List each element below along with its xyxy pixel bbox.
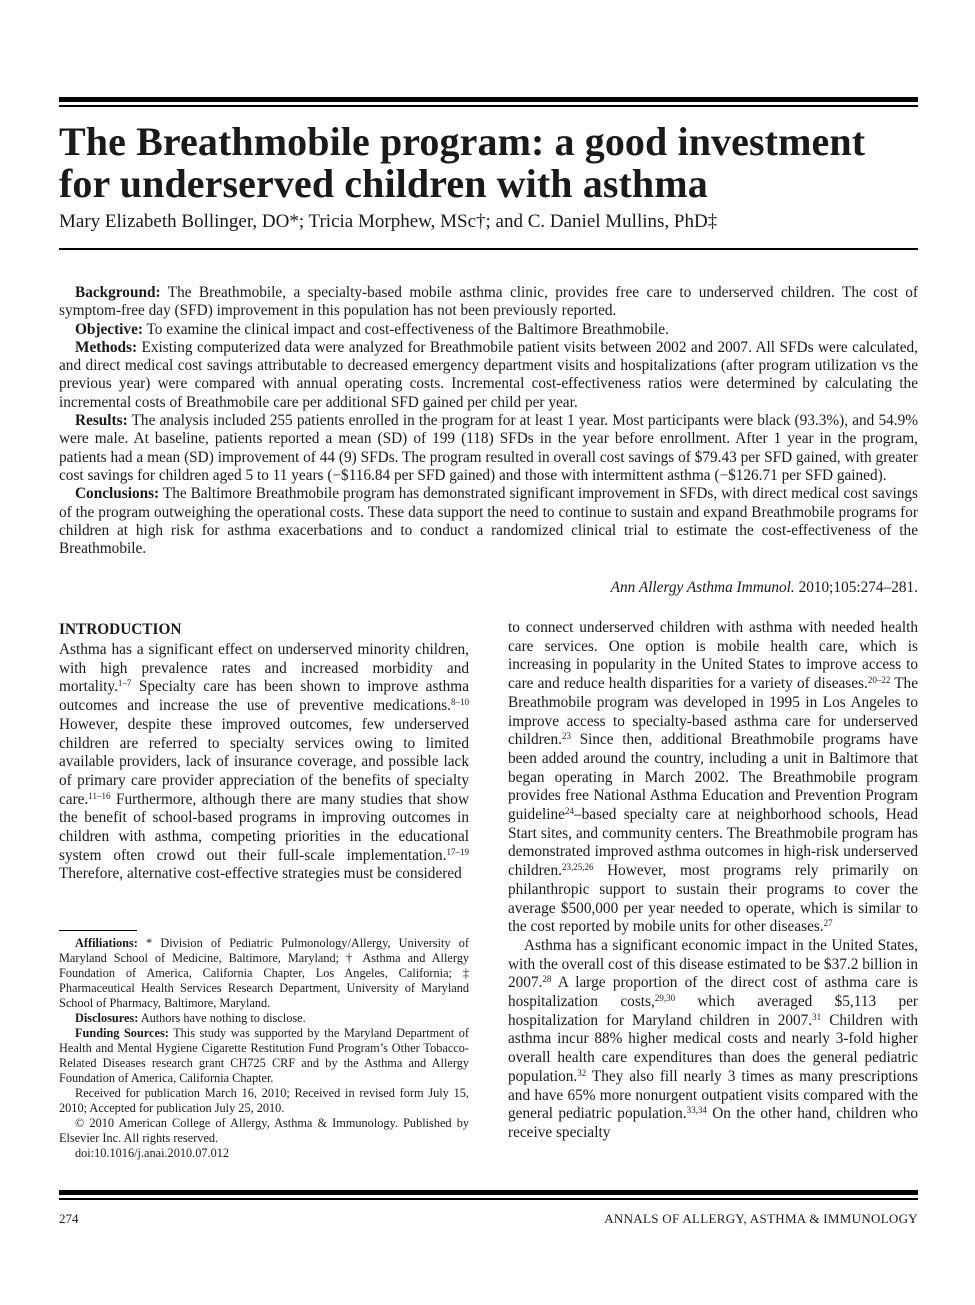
text-run: Asthma has a significant economic impact in the United States, with the overall cost of this disease estimated to be $37.2 billion in 2007. [508, 936, 918, 992]
abstract-objective [59, 321, 918, 339]
reference-superscript: 32 [577, 1067, 587, 1078]
citation-journal: Ann Allergy Asthma Immunol. [610, 579, 795, 596]
abstract-methods-text: Existing computerized data were analyzed for Breathmobile patient visits between 2002 and 2007. All SFDs were calculated, and direct medical cost savings attributable to decreased emergency department visits and hospitalizations (after program utilization vs the previous year) were compared with annual operating costs. Incremental cost-effectiveness ratios were determined by calculating the incremental costs of Breathmobile care per additional SFD gained per child per year. [59, 338, 918, 411]
abstract-methods [59, 339, 918, 412]
reference-superscript: 23,25,26 [561, 862, 594, 873]
abstract-conclusions-label: Conclusions: [75, 485, 160, 503]
footnote-affiliations-label: Affiliations: [75, 936, 138, 950]
article-title: The Breathmobile program: a good investment for underserved children with asthma [59, 119, 866, 206]
text-run: They also fill nearly 3 times as many prescriptions and have 65% more nonurgent outpatient visits compared with the general pediatric population. [508, 1067, 918, 1123]
abstract-objective-label: Objective: [75, 320, 143, 338]
text-run: On the other hand, children who receive specialty [508, 1105, 919, 1141]
abstract [59, 284, 918, 558]
title-rule [59, 248, 918, 250]
abstract-conclusions [59, 485, 918, 558]
text-run: –based specialty care at neighborhood schools, Head Start sites, and community centers. The Breathmobile program has demonstrated improved asthma outcomes in high-risk underserved children. [508, 806, 918, 880]
intro-paragraph-1-part-a [59, 641, 469, 884]
text-run: Therefore, alternative cost-effective strategies must be considered [59, 865, 462, 883]
abstract-background [59, 284, 918, 321]
reference-superscript: 17–19 [446, 846, 469, 857]
text-run: Furthermore, although there are many studies that show the benefit of school-based programs in improving outcomes in children with asthma, competing priorities in the educational system often crowd out their full-scale implementation. [59, 790, 469, 864]
reference-superscript: 28 [542, 974, 552, 985]
text-run: The Breathmobile program was developed in 1995 in Los Angeles to improve access to specialty-based asthma care for underserved children. [508, 675, 918, 749]
citation [59, 578, 918, 598]
text-run: However, most programs rely primarily on philanthropic support to sustain their programs to cover the average $500,000 per year needed to operate, which is similar to the cost reported by mobile units for other diseases. [508, 862, 918, 936]
reference-superscript: 29,30 [654, 993, 676, 1004]
footnote-affiliations [59, 936, 469, 1011]
text-run: However, despite these improved outcomes, few underserved children are referred to specialty services owing to limited available providers, lack of insurance coverage, and possible lack of primary care provider appreciation of the benefits of specialty care. [59, 715, 469, 808]
abstract-background-text: The Breathmobile, a specialty-based mobile asthma clinic, provides free care to underserved children. The cost of symptom-free day (SFD) improvement in this population has not been previously reported. [59, 284, 918, 320]
section-heading-introduction: INTRODUCTION [59, 621, 182, 638]
citation-details: 2010;105:274–281. [794, 579, 918, 596]
abstract-results-text: The analysis included 255 patients enrolled in the program for at least 1 year. Most participants were black (93.3%), and 54.9% were male. At baseline, patients reported a mean (SD) of 199 (118) SFDs in the year before enrollment. After 1 year in the program, patients had a mean (SD) improvement of 44 (9) SFDs. The program resulted in overall cost savings of $79.43 per SFD gained, with greater cost savings for children aged 5 to 11 years (−$116.84 per SFD gained) and those with intermittent asthma (−$126.71 per SFD gained). [59, 412, 918, 484]
footer-rule-thin [59, 1198, 918, 1200]
page-number: 274 [59, 1211, 79, 1226]
abstract-results [59, 412, 918, 485]
footnote-doi: doi:10.1016/j.anai.2010.07.012 [75, 1146, 230, 1160]
reference-superscript: 23 [561, 731, 571, 742]
footnote-funding-label: Funding Sources: [75, 1026, 169, 1040]
article-authors: Mary Elizabeth Bollinger, DO*; Tricia Morphew, MSc†; and C. Daniel Mullins, PhD‡ [59, 211, 718, 232]
abstract-conclusions-text: The Baltimore Breathmobile program has demonstrated significant improvement in SFDs, with direct medical cost savings of the program outweighing the operational costs. These data support the need to continue to sustain and expand Breathmobile programs for children at high risk for asthma exacerbations and to conduct a randomized clinical trial to estimate the cost-effectiveness of the Breathmobile. [59, 485, 918, 558]
footnote-disclosures-label: Disclosures: [75, 1011, 139, 1025]
abstract-results-label: Results: [75, 412, 128, 430]
reference-superscript: 8–10 [451, 697, 469, 708]
journal-name: ANNALS OF ALLERGY, ASTHMA & IMMUNOLOGY [604, 1211, 918, 1226]
reference-superscript: 31 [812, 1011, 822, 1022]
reference-superscript: 11–16 [88, 790, 111, 801]
abstract-background-label: Background: [75, 284, 161, 301]
footnote-rule [59, 930, 137, 931]
footnote-funding-text: This study was supported by the Maryland Department of Health and Mental Hygiene Cigarette Restitution Fund Program’s Other Tobacco-Related Diseases research grant CH725 CRF and by the Asthma and Allergy Foundation of America, California Chapter. [59, 1026, 469, 1085]
header-rule-thin [59, 105, 918, 107]
footnote-copyright: © 2010 American College of Allergy, Asthma & Immunology. Published by Elsevier Inc. All rights reserved. [59, 1116, 469, 1145]
reference-superscript: 33,34 [686, 1105, 707, 1116]
footnote-affiliations-text: * Division of Pediatric Pulmonology/Allergy, University of Maryland School of Medicine, Baltimore, Maryland; † Asthma and Allergy Foundation of America, California Chapter, Los Angeles, California; ‡ Pharmaceutical Health Services Research Department, University of Maryland School of Pharmacy, Baltimore, Maryland. [59, 936, 469, 1010]
column-right [508, 619, 918, 1143]
intro-paragraph-2 [508, 937, 918, 1143]
footnotes [59, 936, 469, 1161]
footnote-disclosures [59, 1011, 469, 1026]
abstract-methods-label: Methods: [75, 338, 138, 356]
text-run: Children with asthma incur 88% higher medical costs and nearly 3-fold higher overall health care expenditures than does the general pediatric population. [508, 1011, 918, 1085]
text-run: to connect underserved children with asthma with needed health care services. One option is mobile health care, which is increasing in popularity in the United States to improve access to care and reduce health disparities for a variety of diseases. [508, 619, 918, 693]
text-run: Since then, additional Breathmobile programs have been added around the country, including a unit in Baltimore that began operating in March 2002. The Breathmobile program provides free National Asthma Education and Prevention Program guideline [508, 731, 918, 824]
text-run: A large proportion of the direct cost of asthma care is hospitalization costs, [508, 974, 918, 1011]
abstract-objective-text: To examine the clinical impact and cost-effectiveness of the Baltimore Breathmobile. [146, 320, 669, 338]
footnote-funding [59, 1026, 469, 1086]
reference-superscript: 24 [564, 806, 574, 817]
column-left [59, 619, 469, 884]
reference-superscript: 20–22 [867, 675, 891, 686]
footer-rule-thick [59, 1190, 918, 1195]
header-rule-thick [59, 97, 918, 102]
intro-paragraph-1-part-b [508, 619, 918, 937]
text-run: Asthma has a significant effect on underserved minority children, with high prevalence rates and increased morbidity and mortality. [59, 641, 469, 696]
reference-superscript: 1–7 [117, 678, 132, 689]
footnote-disclosures-text: Authors have nothing to disclose. [138, 1011, 306, 1025]
reference-superscript: 27 [823, 918, 833, 929]
text-run: which averaged $5,113 per hospitalization for Maryland children in 2007. [508, 993, 918, 1029]
footnote-received: Received for publication March 16, 2010; Received in revised form July 15, 2010; Accepted for publication July 25, 2010. [59, 1086, 469, 1115]
text-run: Specialty care has been shown to improve asthma outcomes and increase the use of preventive medications. [59, 678, 469, 715]
